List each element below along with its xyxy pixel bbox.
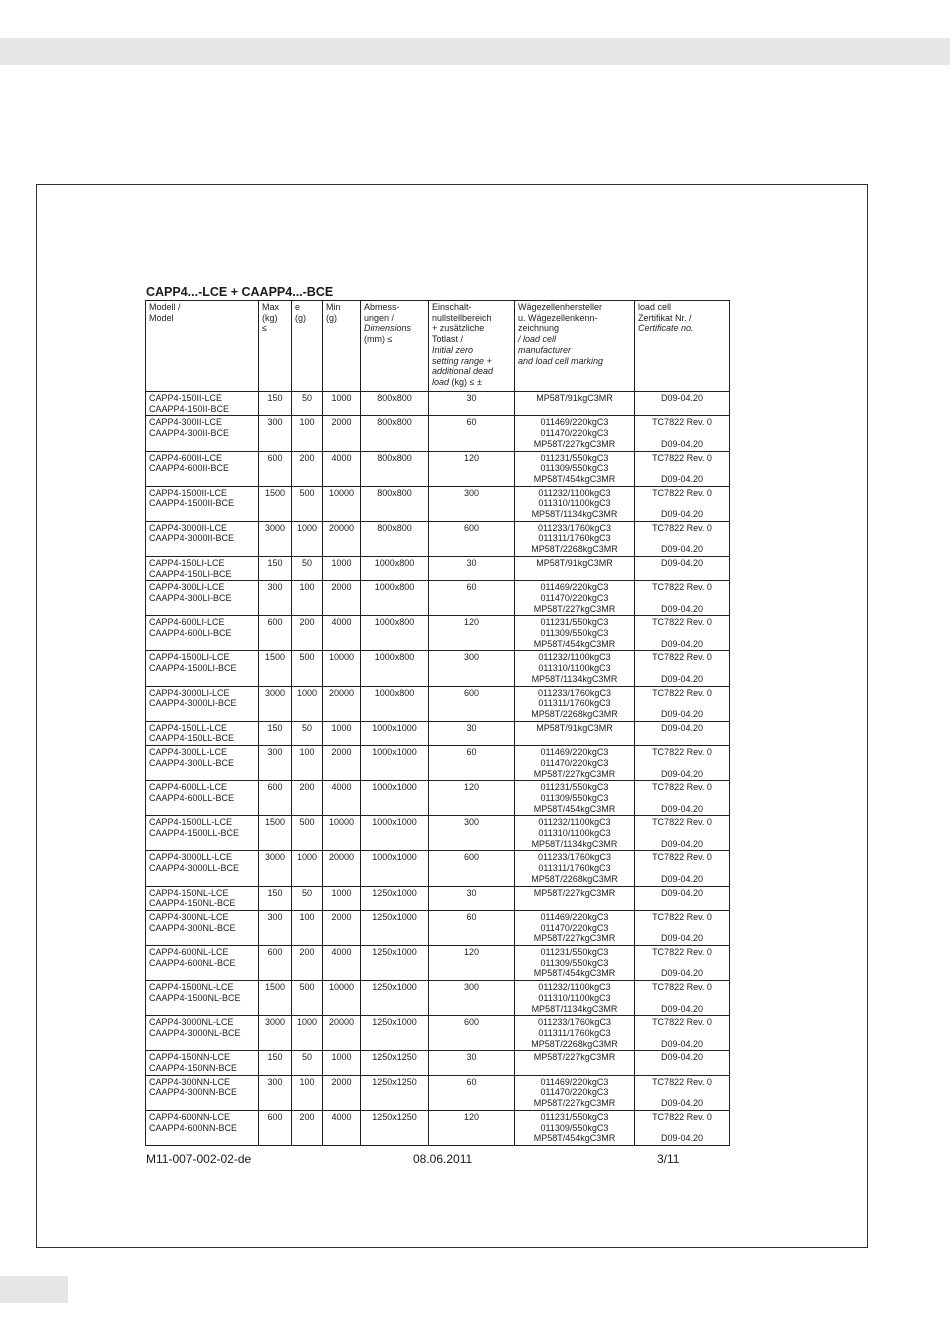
certificate-cell: TC7822 Rev. 0 D09-04.20 [635, 910, 730, 945]
model-cell: CAPP4-3000LL-LCE CAAPP4-3000LL-BCE [146, 851, 259, 886]
min-cell: 4000 [323, 946, 361, 981]
dimensions-cell: 1250x1000 [361, 886, 429, 910]
table-row [146, 651, 730, 686]
min-cell: 1000 [323, 1051, 361, 1075]
table-row [146, 616, 730, 651]
load-cell-cell: 011233/1760kgC3 011311/1760kgC3 MP58T/2268kgC3MR [515, 686, 635, 721]
load-cell-cell: MP58T/91kgC3MR [515, 392, 635, 416]
certificate-cell: D09-04.20 [635, 721, 730, 745]
model-cell: CAPP4-600NL-LCE CAAPP4-600NL-BCE [146, 946, 259, 981]
load-cell-cell: 011231/550kgC3 011309/550kgC3 MP58T/454kgC3MR [515, 781, 635, 816]
zero-setting-cell: 30 [429, 556, 515, 580]
zero-setting-cell: 600 [429, 851, 515, 886]
min-cell: 2000 [323, 746, 361, 781]
footer-date: 08.06.2011 [413, 1152, 473, 1166]
certificate-cell: TC7822 Rev. 0 D09-04.20 [635, 981, 730, 1016]
certificate-cell: TC7822 Rev. 0 D09-04.20 [635, 581, 730, 616]
certificate-cell: TC7822 Rev. 0 D09-04.20 [635, 781, 730, 816]
min-cell: 10000 [323, 816, 361, 851]
certificate-cell: TC7822 Rev. 0 D09-04.20 [635, 686, 730, 721]
model-cell: CAPP4-600II-LCE CAAPP4-600II-BCE [146, 451, 259, 486]
min-cell: 2000 [323, 910, 361, 945]
table-row [146, 816, 730, 851]
table-row [146, 521, 730, 556]
load-cell-cell: 011469/220kgC3 011470/220kgC3 MP58T/227kgC3MR [515, 581, 635, 616]
zero-setting-cell: 60 [429, 416, 515, 451]
zero-setting-cell: 30 [429, 721, 515, 745]
table-row [146, 1051, 730, 1075]
min-cell: 4000 [323, 451, 361, 486]
min-cell: 20000 [323, 521, 361, 556]
min-cell: 4000 [323, 616, 361, 651]
load-cell-cell: 011231/550kgC3 011309/550kgC3 MP58T/454kgC3MR [515, 946, 635, 981]
max-cell: 3000 [259, 521, 292, 556]
zero-setting-cell: 120 [429, 781, 515, 816]
model-cell: CAPP4-3000II-LCE CAAPP4-3000II-BCE [146, 521, 259, 556]
max-cell: 300 [259, 746, 292, 781]
dimensions-cell: 800x800 [361, 521, 429, 556]
zero-setting-cell: 300 [429, 816, 515, 851]
min-cell: 2000 [323, 416, 361, 451]
max-cell: 1500 [259, 651, 292, 686]
min-cell: 2000 [323, 1075, 361, 1110]
zero-setting-cell: 30 [429, 886, 515, 910]
e-cell: 500 [292, 486, 323, 521]
zero-setting-cell: 30 [429, 1051, 515, 1075]
model-cell: CAPP4-600LL-LCE CAAPP4-600LL-BCE [146, 781, 259, 816]
dimensions-cell: 800x800 [361, 486, 429, 521]
model-cell: CAPP4-3000LI-LCE CAAPP4-3000LI-BCE [146, 686, 259, 721]
load-cell-cell: MP58T/91kgC3MR [515, 721, 635, 745]
e-cell: 50 [292, 392, 323, 416]
header-max: Max (kg) ≤ [259, 301, 292, 392]
certificate-cell: TC7822 Rev. 0 D09-04.20 [635, 451, 730, 486]
table-row [146, 1110, 730, 1145]
zero-setting-cell: 60 [429, 910, 515, 945]
certificate-cell: D09-04.20 [635, 556, 730, 580]
min-cell: 20000 [323, 1016, 361, 1051]
load-cell-cell: 011232/1100kgC3 011310/1100kgC3 MP58T/1134kgC3MR [515, 816, 635, 851]
min-cell: 1000 [323, 721, 361, 745]
e-cell: 100 [292, 581, 323, 616]
load-cell-cell: MP58T/227kgC3MR [515, 1051, 635, 1075]
certificate-cell: TC7822 Rev. 0 D09-04.20 [635, 816, 730, 851]
e-cell: 200 [292, 616, 323, 651]
min-cell: 4000 [323, 781, 361, 816]
dimensions-cell: 1250x1000 [361, 981, 429, 1016]
header-e: e (g) [292, 301, 323, 392]
model-cell: CAPP4-300LL-LCE CAAPP4-300LL-BCE [146, 746, 259, 781]
zero-setting-cell: 300 [429, 981, 515, 1016]
header-min: Min (g) [323, 301, 361, 392]
max-cell: 1500 [259, 816, 292, 851]
load-cell-cell: 011232/1100kgC3 011310/1100kgC3 MP58T/1134kgC3MR [515, 486, 635, 521]
e-cell: 200 [292, 1110, 323, 1145]
e-cell: 100 [292, 416, 323, 451]
model-cell: CAPP4-600NN-LCE CAAPP4-600NN-BCE [146, 1110, 259, 1145]
zero-setting-cell: 600 [429, 686, 515, 721]
model-cell: CAPP4-1500II-LCE CAAPP4-1500II-BCE [146, 486, 259, 521]
min-cell: 1000 [323, 886, 361, 910]
load-cell-cell: 011469/220kgC3 011470/220kgC3 MP58T/227kgC3MR [515, 416, 635, 451]
zero-setting-cell: 120 [429, 451, 515, 486]
e-cell: 1000 [292, 686, 323, 721]
dimensions-cell: 1000x1000 [361, 746, 429, 781]
e-cell: 200 [292, 781, 323, 816]
header-certificate: load cell Zertifikat Nr. / Certificate no. [635, 301, 730, 392]
model-cell: CAPP4-3000NL-LCE CAAPP4-3000NL-BCE [146, 1016, 259, 1051]
table-row [146, 581, 730, 616]
load-cell-cell: 011233/1760kgC3 011311/1760kgC3 MP58T/2268kgC3MR [515, 851, 635, 886]
certificate-cell: D09-04.20 [635, 1051, 730, 1075]
max-cell: 1500 [259, 486, 292, 521]
load-cell-cell: 011233/1760kgC3 011311/1760kgC3 MP58T/2268kgC3MR [515, 521, 635, 556]
max-cell: 3000 [259, 851, 292, 886]
e-cell: 500 [292, 981, 323, 1016]
e-cell: 1000 [292, 521, 323, 556]
certificate-cell: TC7822 Rev. 0 D09-04.20 [635, 851, 730, 886]
model-cell: CAPP4-1500NL-LCE CAAPP4-1500NL-BCE [146, 981, 259, 1016]
load-cell-cell: 011231/550kgC3 011309/550kgC3 MP58T/454kgC3MR [515, 451, 635, 486]
dimensions-cell: 1250x1250 [361, 1075, 429, 1110]
table-row [146, 392, 730, 416]
table-row [146, 851, 730, 886]
certificate-cell: TC7822 Rev. 0 D09-04.20 [635, 651, 730, 686]
max-cell: 600 [259, 1110, 292, 1145]
certificate-cell: TC7822 Rev. 0 D09-04.20 [635, 1110, 730, 1145]
dimensions-cell: 1250x1250 [361, 1110, 429, 1145]
min-cell: 20000 [323, 851, 361, 886]
model-cell: CAPP4-300II-LCE CAAPP4-300II-BCE [146, 416, 259, 451]
load-cell-cell: 011232/1100kgC3 011310/1100kgC3 MP58T/1134kgC3MR [515, 651, 635, 686]
max-cell: 3000 [259, 1016, 292, 1051]
model-cell: CAPP4-150LI-LCE CAAPP4-150LI-BCE [146, 556, 259, 580]
zero-setting-cell: 30 [429, 392, 515, 416]
model-cell: CAPP4-150II-LCE CAAPP4-150II-BCE [146, 392, 259, 416]
dimensions-cell: 1000x1000 [361, 851, 429, 886]
dimensions-cell: 1000x800 [361, 616, 429, 651]
max-cell: 3000 [259, 686, 292, 721]
table-row [146, 946, 730, 981]
max-cell: 150 [259, 886, 292, 910]
max-cell: 1500 [259, 981, 292, 1016]
table-body [146, 392, 730, 1146]
bottom-page-tab [0, 1276, 68, 1303]
zero-setting-cell: 60 [429, 581, 515, 616]
dimensions-cell: 1000x800 [361, 581, 429, 616]
dimensions-cell: 800x800 [361, 451, 429, 486]
load-cell-cell: 011233/1760kgC3 011311/1760kgC3 MP58T/2268kgC3MR [515, 1016, 635, 1051]
table-row [146, 686, 730, 721]
e-cell: 50 [292, 1051, 323, 1075]
dimensions-cell: 1000x1000 [361, 781, 429, 816]
table-header-row [146, 301, 730, 392]
certificate-cell: D09-04.20 [635, 886, 730, 910]
dimensions-cell: 1250x1000 [361, 946, 429, 981]
max-cell: 600 [259, 616, 292, 651]
min-cell: 10000 [323, 651, 361, 686]
footer-page-number: 3/11 [657, 1152, 680, 1166]
dimensions-cell: 800x800 [361, 416, 429, 451]
load-cell-cell: 011232/1100kgC3 011310/1100kgC3 MP58T/1134kgC3MR [515, 981, 635, 1016]
max-cell: 300 [259, 910, 292, 945]
max-cell: 150 [259, 556, 292, 580]
certificate-cell: TC7822 Rev. 0 D09-04.20 [635, 746, 730, 781]
model-cell: CAPP4-300LI-LCE CAAPP4-300LI-BCE [146, 581, 259, 616]
max-cell: 300 [259, 416, 292, 451]
e-cell: 200 [292, 946, 323, 981]
min-cell: 4000 [323, 1110, 361, 1145]
model-cell: CAPP4-300NN-LCE CAAPP4-300NN-BCE [146, 1075, 259, 1110]
dimensions-cell: 800x800 [361, 392, 429, 416]
max-cell: 150 [259, 392, 292, 416]
table-row [146, 1075, 730, 1110]
dimensions-cell: 1000x1000 [361, 721, 429, 745]
model-cell: CAPP4-150NN-LCE CAAPP4-150NN-BCE [146, 1051, 259, 1075]
zero-setting-cell: 300 [429, 651, 515, 686]
dimensions-cell: 1000x800 [361, 651, 429, 686]
max-cell: 300 [259, 1075, 292, 1110]
max-cell: 300 [259, 581, 292, 616]
certificate-cell: TC7822 Rev. 0 D09-04.20 [635, 486, 730, 521]
zero-setting-cell: 600 [429, 1016, 515, 1051]
certificate-cell: TC7822 Rev. 0 D09-04.20 [635, 946, 730, 981]
certificate-cell: TC7822 Rev. 0 D09-04.20 [635, 416, 730, 451]
document-title: CAPP4...-LCE + CAAPP4...-BCE [146, 285, 334, 299]
certificate-cell: TC7822 Rev. 0 D09-04.20 [635, 521, 730, 556]
e-cell: 50 [292, 721, 323, 745]
e-cell: 1000 [292, 851, 323, 886]
e-cell: 500 [292, 816, 323, 851]
max-cell: 600 [259, 946, 292, 981]
e-cell: 100 [292, 1075, 323, 1110]
top-header-bar [0, 38, 950, 65]
load-cell-cell: 011231/550kgC3 011309/550kgC3 MP58T/454kgC3MR [515, 1110, 635, 1145]
zero-setting-cell: 60 [429, 1075, 515, 1110]
min-cell: 2000 [323, 581, 361, 616]
min-cell: 20000 [323, 686, 361, 721]
zero-setting-cell: 300 [429, 486, 515, 521]
zero-setting-cell: 120 [429, 1110, 515, 1145]
table-row [146, 486, 730, 521]
e-cell: 500 [292, 651, 323, 686]
model-cell: CAPP4-150LL-LCE CAAPP4-150LL-BCE [146, 721, 259, 745]
dimensions-cell: 1000x800 [361, 556, 429, 580]
header-load-cell: Wägezellenhersteller u. Wägezellenkenn- zeichnung / load cell manufacturer and load cell marking [515, 301, 635, 392]
dimensions-cell: 1000x1000 [361, 816, 429, 851]
zero-setting-cell: 120 [429, 616, 515, 651]
load-cell-cell: 011469/220kgC3 011470/220kgC3 MP58T/227kgC3MR [515, 910, 635, 945]
table-row [146, 886, 730, 910]
table-row [146, 1016, 730, 1051]
load-cell-cell: 011469/220kgC3 011470/220kgC3 MP58T/227kgC3MR [515, 746, 635, 781]
dimensions-cell: 1250x1250 [361, 1051, 429, 1075]
zero-setting-cell: 600 [429, 521, 515, 556]
table-row [146, 910, 730, 945]
max-cell: 150 [259, 1051, 292, 1075]
table-row [146, 451, 730, 486]
model-cell: CAPP4-600LI-LCE CAAPP4-600LI-BCE [146, 616, 259, 651]
load-cell-cell: 011469/220kgC3 011470/220kgC3 MP58T/227kgC3MR [515, 1075, 635, 1110]
e-cell: 1000 [292, 1016, 323, 1051]
model-cell: CAPP4-1500LI-LCE CAAPP4-1500LI-BCE [146, 651, 259, 686]
dimensions-cell: 1250x1000 [361, 1016, 429, 1051]
header-dimensions: Abmess- ungen / Dimensions (mm) ≤ [361, 301, 429, 392]
load-cell-cell: 011231/550kgC3 011309/550kgC3 MP58T/454kgC3MR [515, 616, 635, 651]
table-row [146, 981, 730, 1016]
certificate-cell: TC7822 Rev. 0 D09-04.20 [635, 1075, 730, 1110]
header-zero-setting: Einschalt- nullstellbereich + zusätzliche Totlast / Initial zero setting range + additional dead load (kg) ≤ ± [429, 301, 515, 392]
zero-setting-cell: 60 [429, 746, 515, 781]
min-cell: 1000 [323, 556, 361, 580]
e-cell: 100 [292, 910, 323, 945]
certificate-cell: TC7822 Rev. 0 D09-04.20 [635, 1016, 730, 1051]
e-cell: 200 [292, 451, 323, 486]
load-cell-cell: MP58T/91kgC3MR [515, 556, 635, 580]
max-cell: 600 [259, 451, 292, 486]
e-cell: 50 [292, 886, 323, 910]
specification-table [145, 300, 730, 1146]
header-model: Modell / Model [146, 301, 259, 392]
e-cell: 100 [292, 746, 323, 781]
footer-doc-id: M11-007-002-02-de [146, 1152, 252, 1166]
e-cell: 50 [292, 556, 323, 580]
dimensions-cell: 1000x800 [361, 686, 429, 721]
table-row [146, 556, 730, 580]
certificate-cell: D09-04.20 [635, 392, 730, 416]
max-cell: 600 [259, 781, 292, 816]
model-cell: CAPP4-1500LL-LCE CAAPP4-1500LL-BCE [146, 816, 259, 851]
zero-setting-cell: 120 [429, 946, 515, 981]
table-row [146, 781, 730, 816]
min-cell: 10000 [323, 486, 361, 521]
table-row [146, 416, 730, 451]
table-row [146, 746, 730, 781]
min-cell: 1000 [323, 392, 361, 416]
model-cell: CAPP4-150NL-LCE CAAPP4-150NL-BCE [146, 886, 259, 910]
table-row [146, 721, 730, 745]
load-cell-cell: MP58T/227kgC3MR [515, 886, 635, 910]
dimensions-cell: 1250x1000 [361, 910, 429, 945]
max-cell: 150 [259, 721, 292, 745]
min-cell: 10000 [323, 981, 361, 1016]
model-cell: CAPP4-300NL-LCE CAAPP4-300NL-BCE [146, 910, 259, 945]
certificate-cell: TC7822 Rev. 0 D09-04.20 [635, 616, 730, 651]
